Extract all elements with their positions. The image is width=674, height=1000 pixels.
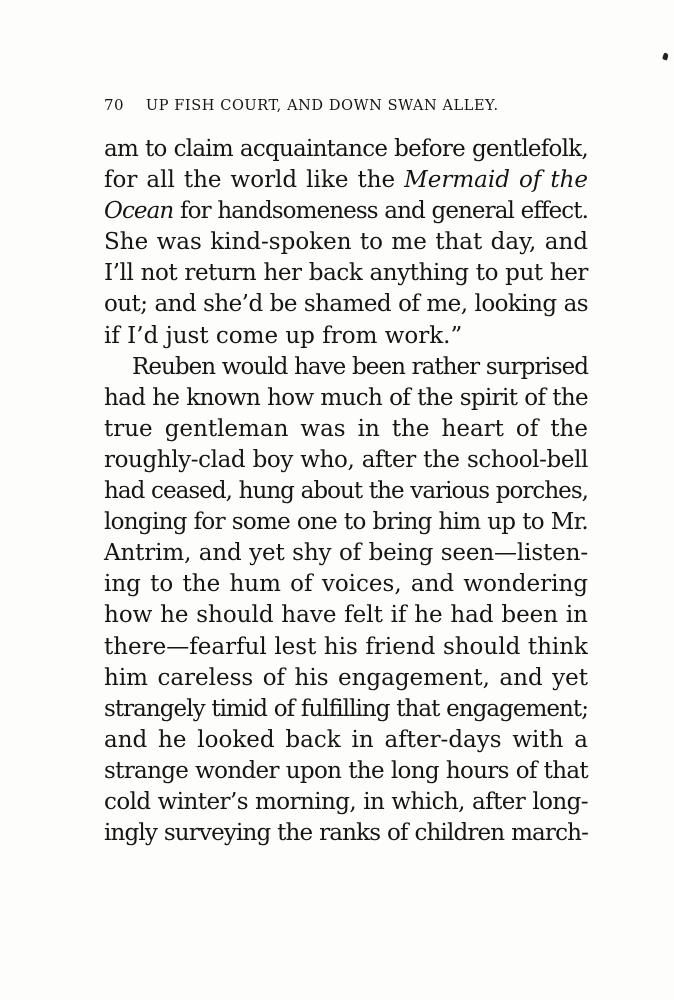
running-title: UP FISH COURT, AND DOWN SWAN ALLEY. <box>145 98 499 114</box>
text-line <box>104 165 588 196</box>
text-segment: and he looked back in after-days with a <box>104 726 588 753</box>
text-segment: ingly surveying the ranks of children march- <box>104 820 588 847</box>
text-segment: Reuben would have been rather surprised <box>132 353 588 380</box>
text-segment: strangely timid of fulfilling that engagement; <box>104 695 588 722</box>
text-line <box>104 445 588 476</box>
text-line <box>104 134 588 165</box>
text-segment: roughly-clad boy who, after the school-bell <box>104 446 588 473</box>
text-line <box>104 258 588 289</box>
text-segment: how he should have felt if he had been in <box>104 602 588 629</box>
text-line <box>104 383 588 414</box>
text-segment: if I’d just come up from work.” <box>104 322 463 349</box>
text-line <box>104 787 588 818</box>
text-line <box>104 196 588 227</box>
text-line <box>104 694 588 725</box>
italic-ship-name: Mermaid of the <box>404 167 588 194</box>
text-line <box>104 476 588 507</box>
text-segment: I’ll not return her back anything to put her <box>104 260 588 287</box>
text-line <box>104 632 588 663</box>
text-line <box>104 663 588 694</box>
text-segment: ing to the hum of voices, and wondering <box>104 571 588 598</box>
text-segment: him careless of his engagement, and yet <box>104 664 588 691</box>
text-segment: Antrim, and yet shy of being seen—listen- <box>104 540 588 567</box>
text-segment: there—fearful lest his friend should think <box>104 633 588 660</box>
italic-ship-name: Ocean <box>104 198 174 225</box>
text-segment: cold winter’s morning, in which, after long- <box>104 788 588 815</box>
text-segment: had he known how much of the spirit of the <box>104 384 588 411</box>
text-line <box>104 818 588 849</box>
text-segment: am to claim acquaintance before gentlefolk, <box>104 136 588 162</box>
paragraph-start-line <box>104 352 588 383</box>
text-line <box>104 507 588 538</box>
text-segment: out; and she’d be shamed of me, looking as <box>104 291 588 318</box>
text-segment: for all the world like the <box>104 167 405 194</box>
text-segment: had ceased, hung about the various porches, <box>104 478 588 505</box>
text-line <box>104 725 588 756</box>
ink-speck <box>662 52 669 60</box>
body-text <box>104 134 588 849</box>
text-segment: She was kind-spoken to me that day, and <box>104 229 588 256</box>
text-line <box>104 289 588 320</box>
text-line <box>104 756 588 787</box>
text-segment: strange wonder upon the long hours of that <box>104 757 588 784</box>
text-line <box>104 600 588 631</box>
text-line <box>104 538 588 569</box>
text-line <box>104 227 588 258</box>
text-segment: longing for some one to bring him up to Mr. <box>104 509 588 536</box>
text-segment: for handsomeness and general effect. <box>173 198 588 225</box>
text-line <box>104 414 588 445</box>
text-segment: true gentleman was in the heart of the <box>104 415 588 442</box>
text-line <box>104 569 588 600</box>
page-number: 70 <box>104 96 124 114</box>
paragraph-end-line <box>104 321 588 352</box>
page-header <box>104 96 590 114</box>
